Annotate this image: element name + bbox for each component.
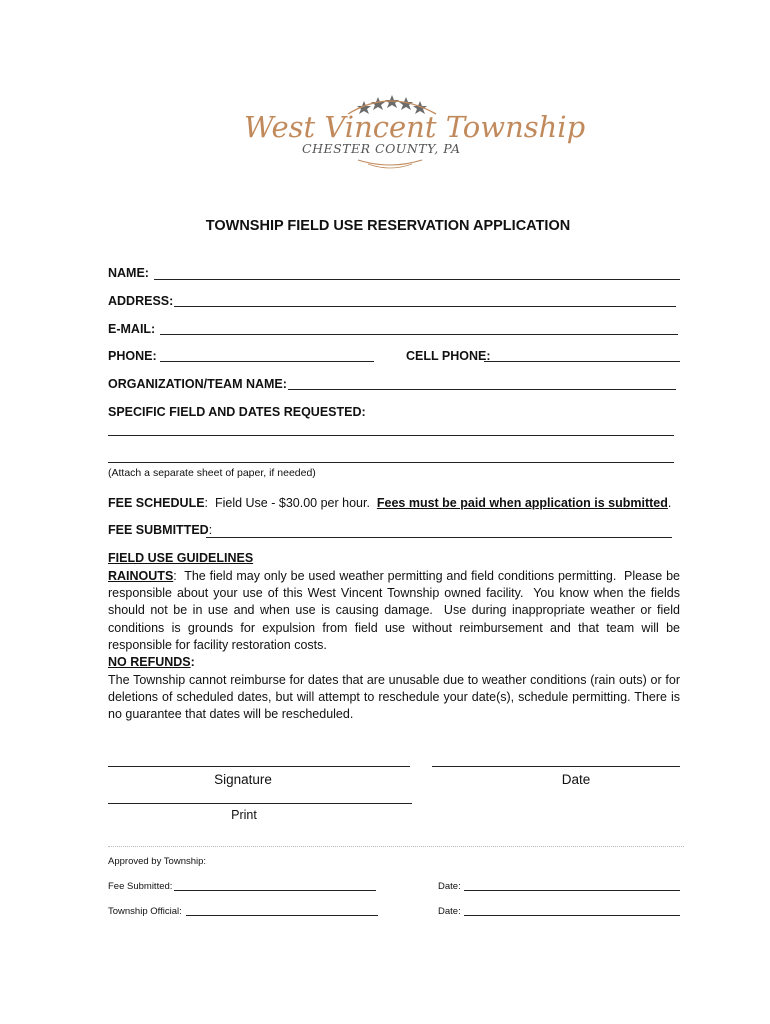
rainouts-paragraph [108, 568, 684, 654]
office-date-label-2: Date: [438, 906, 461, 917]
refunds-colon: : [190, 655, 195, 669]
org-field[interactable] [288, 389, 676, 390]
print-line[interactable] [108, 803, 412, 804]
cell-phone-field[interactable] [484, 361, 680, 362]
email-field[interactable] [160, 334, 678, 335]
fee-schedule-text: : Field Use - $30.00 per hour. [204, 496, 377, 510]
logo-county: CHESTER COUNTY, PA [302, 141, 461, 156]
rainouts-label: RAINOUTS [108, 569, 174, 583]
office-fee-submitted-label: Fee Submitted: [108, 881, 173, 892]
fee-submitted-colon: : [208, 523, 213, 537]
cell-phone-label: CELL PHONE: [406, 349, 491, 363]
fee-schedule-label: FEE SCHEDULE [108, 496, 205, 510]
attach-note: (Attach a separate sheet of paper, if needed) [108, 467, 316, 479]
refunds-paragraph: The Township cannot reimburse for dates that are unusable due to weather conditions (rain outs) or for deletions of scheduled dates, but will attempt to reschedule your date(s), schedule permitting. There is no guarantee that dates will be rescheduled. [108, 673, 680, 722]
signature-label: Signature [214, 772, 272, 787]
refunds-label: NO REFUNDS [108, 655, 191, 669]
phone-field[interactable] [160, 361, 374, 362]
office-date-field-1[interactable] [464, 890, 680, 891]
guidelines-heading: FIELD USE GUIDELINES [108, 551, 254, 565]
signature-line[interactable] [108, 766, 410, 767]
fee-submitted-text: FEE SUBMITTED [108, 523, 209, 537]
org-label: ORGANIZATION/TEAM NAME: [108, 377, 287, 391]
office-date-field-2[interactable] [464, 915, 680, 916]
fee-schedule [108, 496, 671, 510]
fee-schedule-bold: Fees must be paid when application is submitted [376, 496, 668, 510]
fee-submitted-label [108, 523, 212, 537]
email-label: E-MAIL: [108, 322, 156, 336]
office-divider [108, 846, 684, 847]
page-title: TOWNSHIP FIELD USE RESERVATION APPLICATION [205, 218, 571, 234]
specific-field-line-2[interactable] [108, 462, 674, 463]
address-field[interactable] [174, 306, 676, 307]
specific-field-line-1[interactable] [108, 435, 674, 436]
specific-label: SPECIFIC FIELD AND DATES REQUESTED: [108, 405, 366, 419]
office-fee-submitted-field[interactable] [174, 890, 376, 891]
township-official-field[interactable] [186, 915, 378, 916]
name-label: NAME: [108, 266, 149, 280]
print-label: Print [231, 808, 257, 822]
rainouts-text: : The field may only be used weather permitting and field conditions permitting. Please be responsible about your use of this West Vincent Township owned facility. You know when the fields should not be in use and when use is causing damage. Use during inappropriate weather or field conditions is grounds for expulsion from field use without reimbursement and that team will be responsible for facility restoration costs. [108, 569, 684, 652]
township-logo [240, 92, 586, 172]
phone-label: PHONE: [108, 349, 157, 363]
township-official-label: Township Official: [108, 906, 182, 917]
refunds-heading [108, 655, 195, 669]
fee-submitted-field[interactable] [206, 537, 672, 538]
date-line[interactable] [432, 766, 680, 767]
logo-name: West Vincent Township [244, 110, 586, 144]
name-field[interactable] [154, 279, 680, 280]
address-label: ADDRESS: [108, 294, 174, 308]
approved-label: Approved by Township: [108, 856, 207, 867]
fee-schedule-end: . [667, 496, 672, 510]
office-date-label-1: Date: [438, 881, 461, 892]
date-label: Date [561, 772, 591, 787]
